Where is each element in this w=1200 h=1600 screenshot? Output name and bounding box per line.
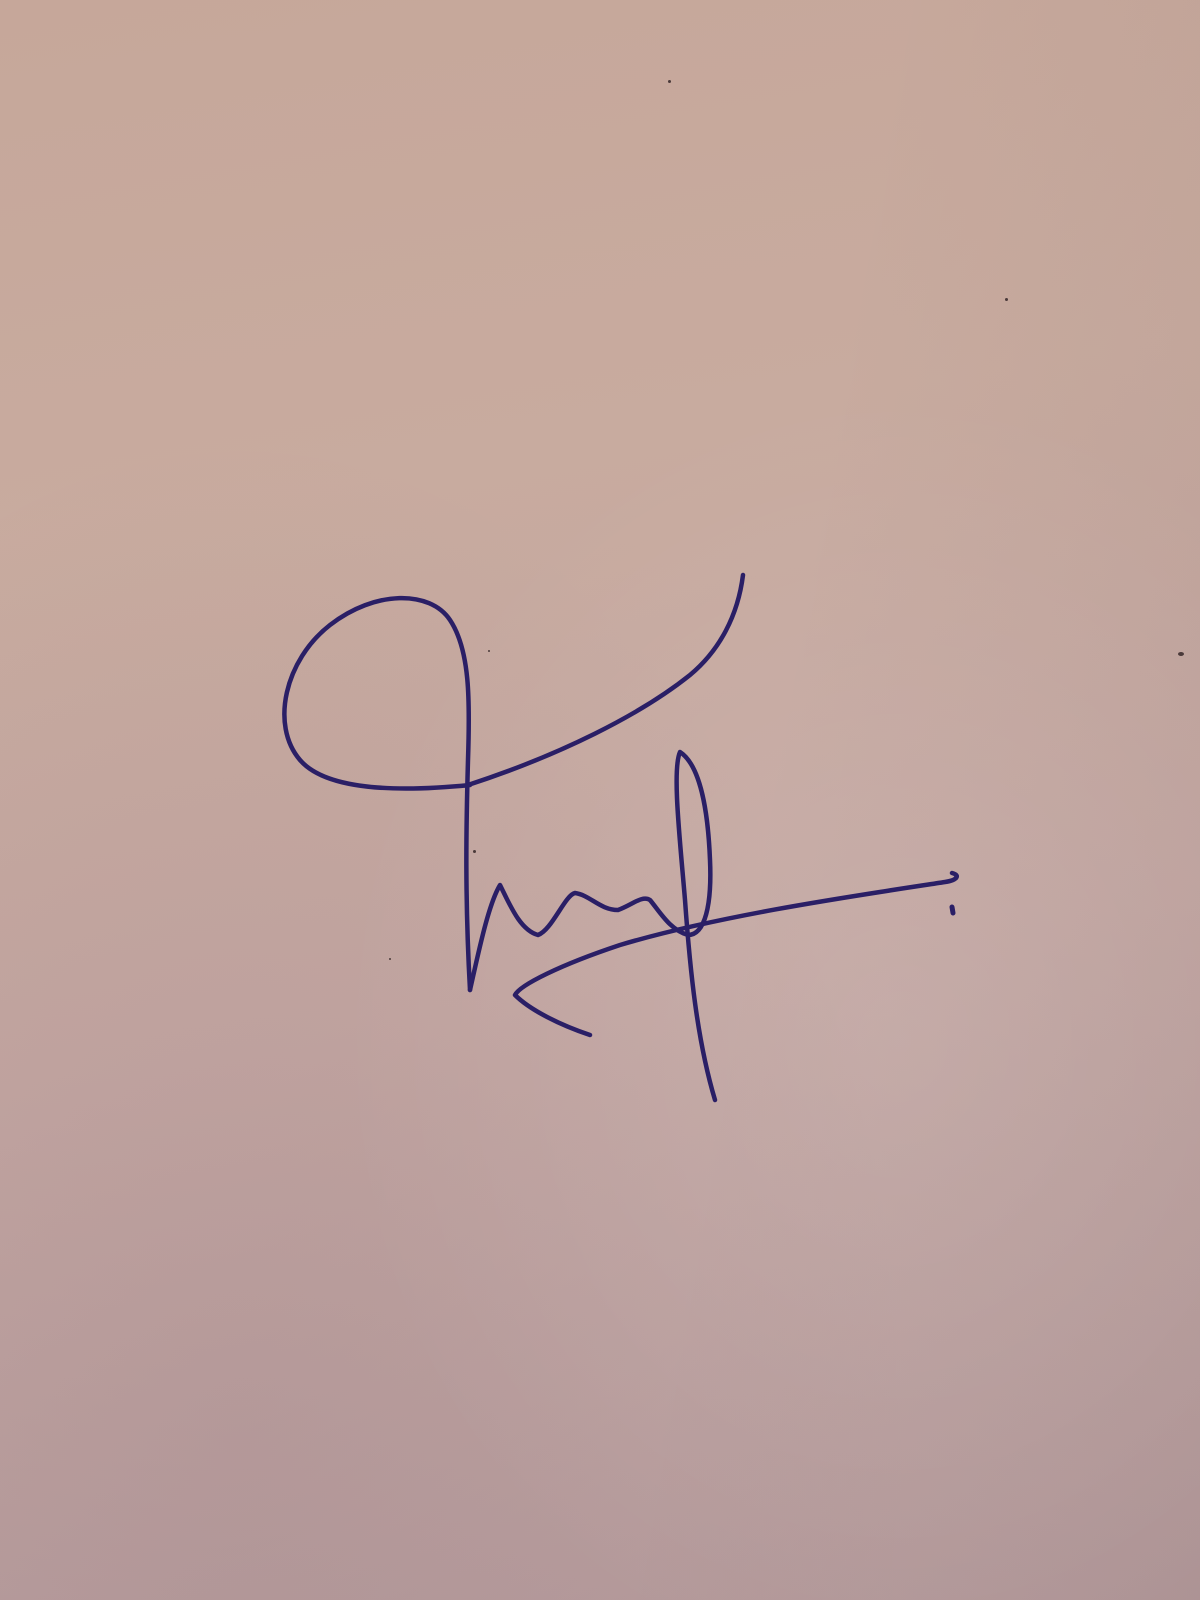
signature-cross-stroke: [515, 873, 957, 1035]
signature-upstroke: [468, 575, 743, 785]
signature-dot: [952, 907, 953, 913]
signature-loop-stroke: [284, 598, 470, 990]
signature-strokes: [284, 575, 956, 1100]
